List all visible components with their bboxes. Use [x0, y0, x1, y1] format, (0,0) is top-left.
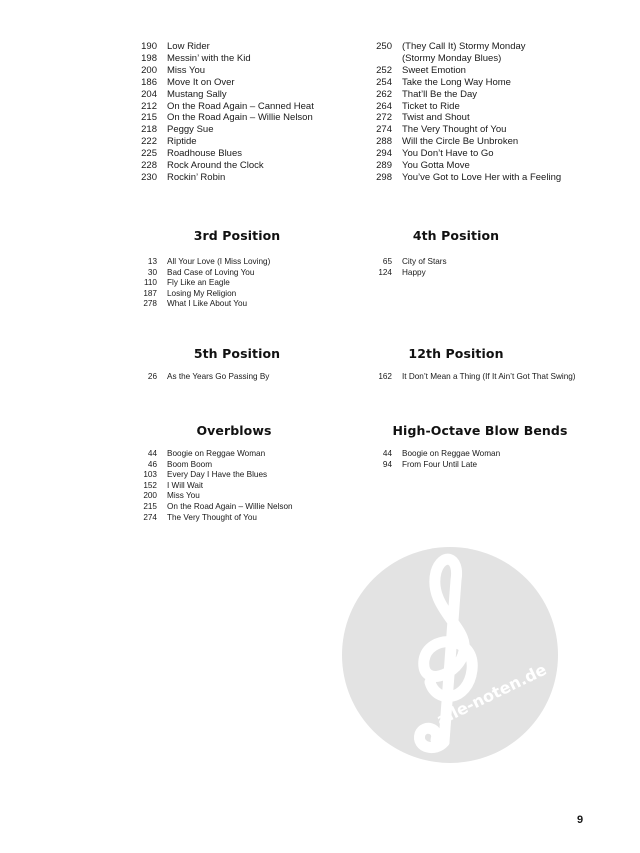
list-item [366, 101, 561, 113]
list-4th-position [368, 257, 447, 278]
list-item [131, 77, 314, 89]
page-number: 162 [378, 372, 392, 381]
list-item [133, 268, 270, 279]
list-item [366, 124, 561, 136]
list-item [133, 299, 270, 310]
page-number: 103 [143, 470, 157, 480]
song-title: As the Years Go Passing By [167, 372, 270, 381]
page-number: 26 [147, 372, 157, 381]
list-item [366, 172, 561, 184]
song-title: Ticket to Ride [402, 100, 460, 112]
section-heading-high-octave-blow-bends: High-Octave Blow Bends [392, 423, 568, 438]
song-title: The Very Thought of You [167, 512, 257, 522]
watermark [340, 542, 560, 768]
page-number: 46 [147, 459, 157, 469]
page-number: 204 [141, 88, 157, 100]
page-number: 250 [376, 41, 392, 52]
page-number: 94 [382, 459, 392, 469]
section-heading-12th-position: 12th Position [408, 346, 504, 361]
list-item [366, 41, 561, 53]
song-title: Mustang Sally [167, 88, 227, 100]
section-heading-3rd-position: 3rd Position [193, 228, 281, 243]
list-item [131, 41, 314, 53]
page-number: 274 [143, 512, 157, 522]
list-item [131, 89, 314, 101]
page-number: 215 [141, 112, 157, 124]
list-item [131, 136, 314, 148]
page-number: 110 [143, 278, 157, 288]
page-number: 190 [141, 41, 157, 52]
page-number: 124 [378, 267, 392, 277]
page-number: 252 [376, 64, 392, 76]
song-title: Low Rider [167, 41, 210, 52]
list-item [368, 372, 576, 383]
list-item [131, 53, 314, 65]
list-item [131, 65, 314, 77]
song-title: Twist and Shout [402, 112, 470, 124]
list-item [366, 53, 561, 65]
list-item [366, 89, 561, 101]
list-item [133, 372, 269, 383]
page-number: 228 [141, 160, 157, 172]
list-12th-position [368, 372, 576, 383]
list-overblows [133, 449, 293, 523]
page-number: 222 [141, 136, 157, 148]
page-number: 264 [376, 100, 392, 112]
list-item [366, 136, 561, 148]
song-title: What I Like About You [167, 299, 248, 309]
list-item [366, 112, 561, 124]
list-item [368, 460, 500, 471]
section-heading-overblows: Overblows [196, 423, 272, 438]
page-number: 200 [143, 491, 157, 501]
section-heading-5th-position: 5th Position [193, 346, 281, 361]
page-number: 212 [141, 100, 157, 112]
page-number: 218 [141, 124, 157, 136]
list-item [133, 449, 293, 460]
page-number: 262 [376, 88, 392, 100]
song-title: You Don’t Have to Go [402, 148, 494, 160]
song-title: You’ve Got to Love Her with a Feeling [402, 171, 562, 183]
list-item [131, 124, 314, 136]
list-item [131, 101, 314, 113]
song-title: (They Call It) Stormy Monday [402, 41, 526, 52]
list-item [133, 257, 270, 268]
treble-clef-icon [340, 542, 560, 768]
page-number: 225 [141, 148, 157, 160]
list-item [368, 257, 447, 268]
song-title: I Will Wait [167, 480, 204, 490]
page-number: 274 [376, 124, 392, 136]
song-title: Every Day I Have the Blues [167, 470, 268, 480]
page-number: 44 [147, 449, 157, 458]
list-high-octave-blow-bends [368, 449, 500, 470]
song-title: On the Road Again – Willie Nelson [167, 501, 293, 511]
list-item [133, 491, 293, 502]
song-title: The Very Thought of You [402, 124, 507, 136]
page-number: 289 [376, 160, 392, 172]
song-title: Riptide [167, 136, 197, 148]
song-title: Fly Like an Eagle [167, 278, 230, 288]
song-title: Move It on Over [167, 76, 235, 88]
song-title: You Gotta Move [402, 160, 470, 172]
list-item [133, 502, 293, 513]
song-title: Rock Around the Clock [167, 160, 264, 172]
page-number: 198 [141, 52, 157, 64]
list-item [366, 160, 561, 172]
list-item [131, 160, 314, 172]
list-item [366, 77, 561, 89]
song-title: All Your Love (I Miss Loving) [167, 257, 271, 266]
page-number: 30 [147, 267, 157, 277]
list-5th-position [133, 372, 269, 383]
page-number: 215 [143, 501, 157, 511]
song-title: Boogie on Reggae Woman [402, 449, 501, 458]
song-title: On the Road Again – Willie Nelson [167, 112, 313, 124]
page-number: 152 [143, 480, 157, 490]
page-number: 186 [141, 76, 157, 88]
song-title: Bad Case of Loving You [167, 267, 255, 277]
page-number: 65 [382, 257, 392, 266]
song-title: City of Stars [402, 257, 447, 266]
song-title: Peggy Sue [167, 124, 214, 136]
list-item [366, 148, 561, 160]
list-item [133, 513, 293, 524]
page-number: 294 [376, 148, 392, 160]
song-title: Happy [402, 267, 426, 277]
page-number: 254 [376, 76, 392, 88]
list-item [133, 289, 270, 300]
page-number: 13 [147, 257, 157, 266]
list-item [131, 172, 314, 184]
list-item [133, 481, 293, 492]
list-3rd-position [133, 257, 270, 310]
page-number: 230 [141, 171, 157, 183]
song-title: Miss You [167, 491, 200, 501]
song-title: Rockin’ Robin [167, 171, 226, 183]
list-item [368, 268, 447, 279]
song-title: It Don’t Mean a Thing (If It Ain’t Got That Swing) [402, 372, 576, 381]
song-title: On the Road Again – Canned Heat [167, 100, 314, 112]
song-title: That’ll Be the Day [402, 88, 477, 100]
page-number: 278 [143, 299, 157, 309]
index-list-top-right [366, 41, 561, 184]
page-number-footer: 9 [577, 814, 584, 826]
song-title: (Stormy Monday Blues) [402, 52, 502, 64]
song-title: Roadhouse Blues [167, 148, 242, 160]
song-title: Messin’ with the Kid [167, 52, 251, 64]
song-title: Sweet Emotion [402, 64, 466, 76]
page-number: 298 [376, 171, 392, 183]
list-item [133, 470, 293, 481]
list-item [131, 112, 314, 124]
song-title: Will the Circle Be Unbroken [402, 136, 519, 148]
song-title: Take the Long Way Home [402, 76, 511, 88]
list-item [131, 148, 314, 160]
list-item [368, 449, 500, 460]
watermark-text: alle-noten.de [433, 659, 550, 730]
song-title: Boogie on Reggae Woman [167, 449, 266, 458]
list-item [366, 65, 561, 77]
page-number: 44 [382, 449, 392, 458]
index-list-top-left [131, 41, 314, 184]
page-number: 288 [376, 136, 392, 148]
page-number: 200 [141, 64, 157, 76]
section-heading-4th-position: 4th Position [412, 228, 500, 243]
page-number [366, 53, 392, 65]
list-item [133, 278, 270, 289]
page-number: 187 [143, 288, 157, 298]
page-number: 272 [376, 112, 392, 124]
song-title: Losing My Religion [167, 288, 237, 298]
song-title: Miss You [167, 64, 206, 76]
song-title: From Four Until Late [402, 459, 478, 469]
song-title: Boom Boom [167, 459, 213, 469]
list-item [133, 460, 293, 471]
